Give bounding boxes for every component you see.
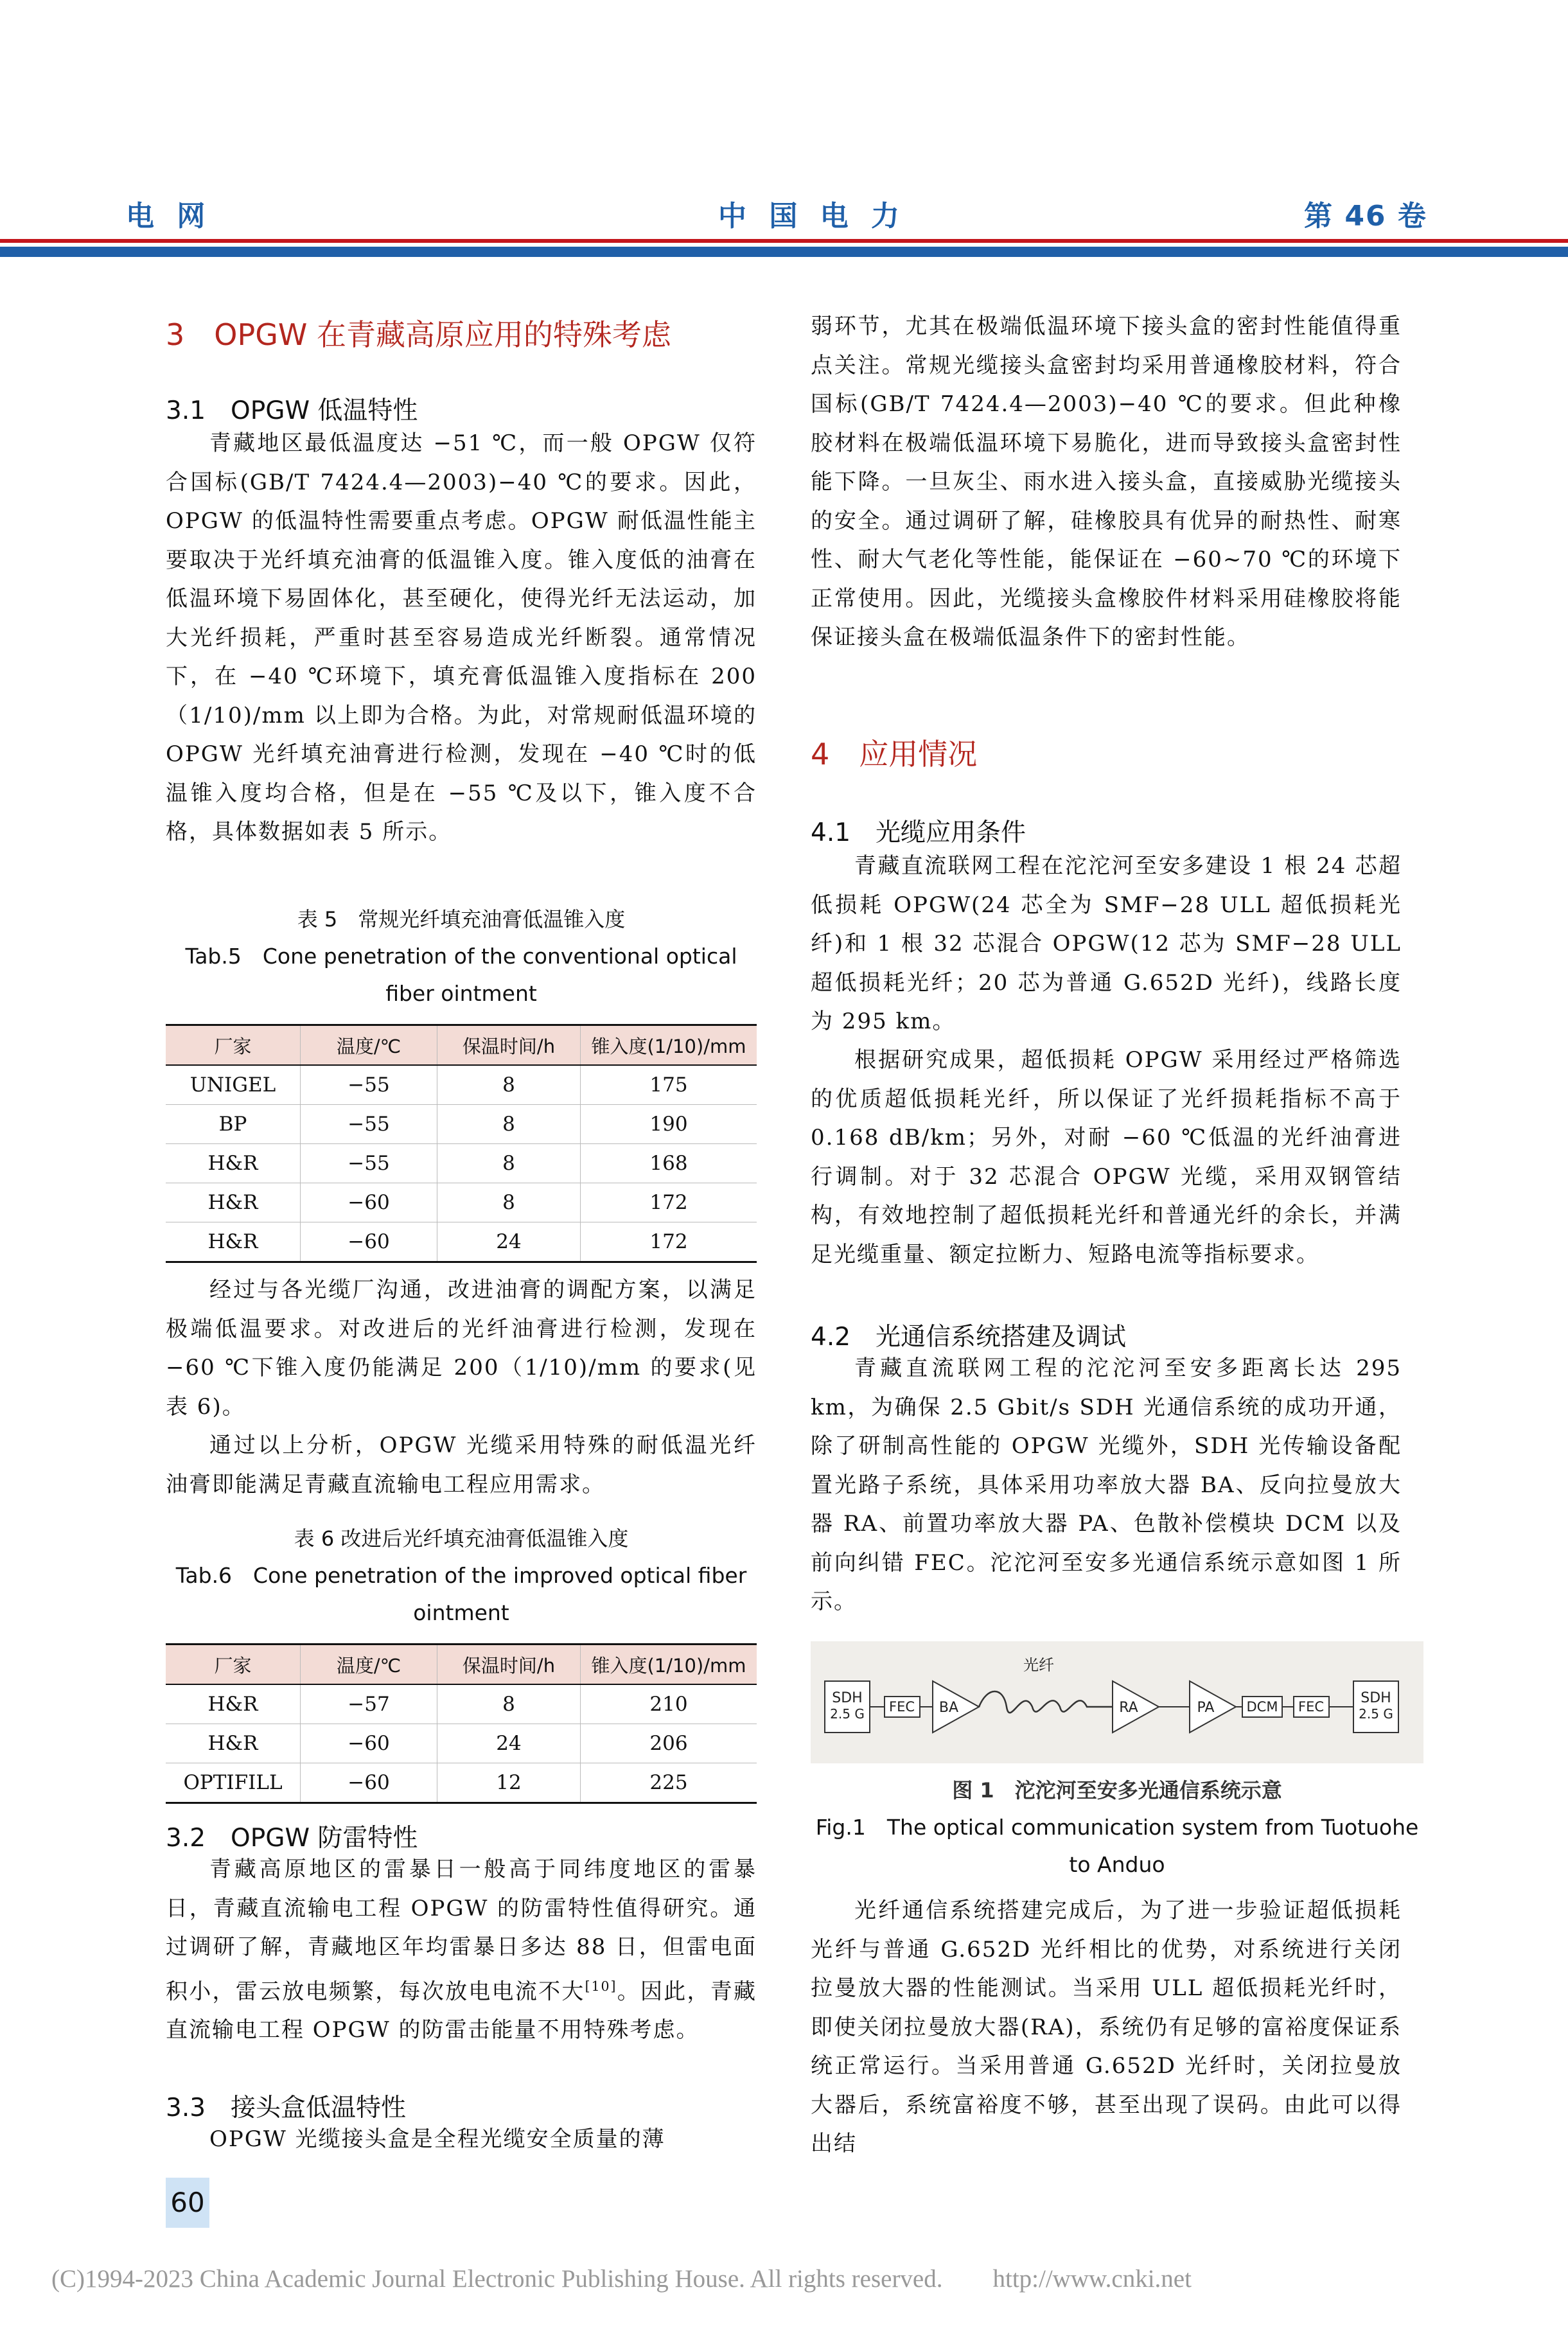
paragraph bbox=[166, 1850, 757, 2050]
table-cell: H&R bbox=[166, 1183, 301, 1222]
copyright-footer: (C)1994-2023 China Academic Journal Electronic Publishing House. All rights reserved. http://www.cnki.net bbox=[51, 2265, 1192, 2293]
section-3-title: 3 OPGW 在青藏高原应用的特殊考虑 bbox=[166, 317, 671, 352]
dcm-label: DCM bbox=[1246, 1699, 1278, 1715]
column-header: 保温时间/h bbox=[437, 1025, 581, 1066]
table-cell: −60 bbox=[301, 1724, 437, 1763]
section-3-2-title: 3.2 OPGW 防雷特性 bbox=[166, 1824, 418, 1853]
table-cell: 172 bbox=[581, 1183, 757, 1222]
table-cell: 172 bbox=[581, 1222, 757, 1262]
section-3-3-title: 3.3 接头盒低温特性 bbox=[166, 2094, 407, 2122]
table-cell: 175 bbox=[581, 1065, 757, 1105]
figure-1 bbox=[811, 1641, 1423, 1763]
sdh-left-label: SDH bbox=[832, 1690, 863, 1706]
fiber-label: 光纤 bbox=[1023, 1656, 1054, 1674]
table-cell: 206 bbox=[581, 1724, 757, 1763]
table-row bbox=[166, 1684, 757, 1724]
sdh-right-rate: 2.5 G bbox=[1359, 1706, 1393, 1722]
table-cell: −60 bbox=[301, 1763, 437, 1803]
fec-left-label: FEC bbox=[888, 1699, 915, 1715]
paragraph-text: 青藏高原地区的雷暴日一般高于同纬度地区的雷暴日，青藏直流输电工程 OPGW 的防雷特性值得研究。通过调研了解，青藏地区年均雷暴日多达 88 日，但雷电面积小，雷云放电频繁，每次放电电流不大 bbox=[166, 1856, 757, 2004]
column-header: 保温时间/h bbox=[437, 1645, 581, 1685]
paragraph: 弱环节，尤其在极端低温环境下接头盒的密封性能值得重点关注。常规光缆接头盒密封均采用普通橡胶材料，符合国标(GB/T 7424.4—2003)−40 ℃的要求。但此种橡胶材料在极端低温环境下易脆化，进而导致接头盒密封性能下降。一旦灰尘、雨水进入接头盒，直接威胁光缆接头的安全。通过调研了解，硅橡胶具有优异的耐热性、耐寒性、耐大气老化等性能，能保证在 −60~70 ℃的环境下正常使用。因此，光缆接头盒橡胶件材料采用硅橡胶将能保证接头盒在极端低温条件下的密封性能。 bbox=[811, 313, 1402, 650]
paragraph: 经过与各光缆厂沟通，改进油膏的调配方案，以满足极端低温要求。对改进后的光纤油膏进行检测，发现在 −60 ℃下锥入度仍能满足 200（1/10)/mm 的要求(见表 6)。 bbox=[166, 1277, 757, 1420]
table-cell: 8 bbox=[437, 1144, 581, 1183]
column-header: 厂家 bbox=[166, 1025, 301, 1066]
column-header: 锥入度(1/10)/mm bbox=[581, 1025, 757, 1066]
section-4-2-title: 4.2 光通信系统搭建及调试 bbox=[811, 1323, 1127, 1352]
table-cell: H&R bbox=[166, 1144, 301, 1183]
table-cell: −55 bbox=[301, 1144, 437, 1183]
header-rule-blue bbox=[0, 247, 1568, 257]
table-cell: −60 bbox=[301, 1183, 437, 1222]
optical-system-diagram bbox=[811, 1641, 1423, 1763]
table-cell: H&R bbox=[166, 1724, 301, 1763]
table-cell: 8 bbox=[437, 1065, 581, 1105]
table-cell: 190 bbox=[581, 1105, 757, 1144]
citation-ref: [10] bbox=[585, 1978, 617, 1994]
table-cell: H&R bbox=[166, 1222, 301, 1262]
table-5 bbox=[166, 1024, 757, 1263]
table-row bbox=[166, 1183, 757, 1222]
table-cell: 8 bbox=[437, 1684, 581, 1724]
column-header: 锥入度(1/10)/mm bbox=[581, 1645, 757, 1685]
column-header: 温度/℃ bbox=[301, 1645, 437, 1685]
ba-label: BA bbox=[938, 1700, 959, 1716]
table-6-caption-cn: 表 6 改进后光纤填充油膏低温锥入度 bbox=[294, 1526, 629, 1551]
fec-right-label: FEC bbox=[1298, 1699, 1325, 1715]
table-cell: −55 bbox=[301, 1105, 437, 1144]
running-head-left: 电 网 bbox=[126, 200, 212, 233]
table-row bbox=[166, 1105, 757, 1144]
table-6 bbox=[166, 1643, 757, 1804]
paragraph: 通过以上分析，OPGW 光缆采用特殊的耐低温光纤油膏即能满足青藏直流输电工程应用需求。 bbox=[166, 1433, 757, 1497]
table-cell: −57 bbox=[301, 1684, 437, 1724]
paragraph-text: 。因此，青藏直流输电工程 OPGW 的防雷击能量不用特殊考虑。 bbox=[166, 1978, 757, 2043]
column-header: 厂家 bbox=[166, 1645, 301, 1685]
paragraph: 青藏地区最低温度达 −51 ℃，而一般 OPGW 仅符合国标(GB/T 7424.4—2003)−40 ℃的要求。因此，OPGW 的低温特性需要重点考虑。OPGW 耐低温性能主要取决于光纤填充油膏的低温锥入度。锥入度低的油膏在低温环境下易固体化，甚至硬化，使得光纤无法运动，加大光纤损耗，严重时甚至容易造成光纤断裂。通常情况下，在 −40 ℃环境下，填充膏低温锥入度指标在 200（1/10)/mm 以上即为合格。为此，对常规耐低温环境的 OPGW 光纤填充油膏进行检测，发现在 −40 ℃时的低温锥入度均合格，但是在 −55 ℃及以下，锥入度不合格，具体数据如表 5 所示。 bbox=[166, 430, 757, 845]
table-header-row bbox=[166, 1645, 757, 1685]
table-row bbox=[166, 1144, 757, 1183]
table-cell: 8 bbox=[437, 1105, 581, 1144]
paragraph: 青藏直流联网工程的沱沱河至安多距离长达 295 km，为确保 2.5 Gbit/s SDH 光通信系统的成功开通，除了研制高性能的 OPGW 光缆外，SDH 光传输设备配置光路子系统，具体采用功率放大器 BA、反向拉曼放大器 RA、前置功率放大器 PA、色散补偿模块 DCM 以及前向纠错 FEC。沱沱河至安多光通信系统示意如图 1 所示。 bbox=[811, 1355, 1402, 1614]
section-4-1-title: 4.1 光缆应用条件 bbox=[811, 818, 1026, 847]
table-header-row bbox=[166, 1025, 757, 1066]
journal-title: 中 国 电 力 bbox=[718, 200, 906, 233]
section-3-1-title: 3.1 OPGW 低温特性 bbox=[166, 396, 418, 425]
paragraph: 根据研究成果，超低损耗 OPGW 采用经过严格筛选的优质超低损耗光纤，所以保证了光纤损耗指标不高于 0.168 dB/km；另外，对耐 −60 ℃低温的光纤油膏进行调制。对于 32 芯混合 OPGW 光缆，采用双钢管结构，有效地控制了超低损耗光纤和普通光纤的余长，并满足光缆重量、额定拉断力、短路电流等指标要求。 bbox=[811, 1047, 1402, 1267]
paragraph: OPGW 光缆接头盒是全程光缆安全质量的薄 bbox=[209, 2126, 665, 2152]
table-cell: −55 bbox=[301, 1065, 437, 1105]
table-row bbox=[166, 1222, 757, 1262]
table-row bbox=[166, 1065, 757, 1105]
table-5-caption-cn: 表 5 常规光纤填充油膏低温锥入度 bbox=[297, 907, 626, 931]
table-cell: 8 bbox=[437, 1183, 581, 1222]
paragraph: 青藏直流联网工程在沱沱河至安多建设 1 根 24 芯超低损耗 OPGW(24 芯全为 SMF−28 ULL 超低损耗光纤)和 1 根 32 芯混合 OPGW(12 芯为 SMF−28 ULL 超低损耗光纤；20 芯为普通 G.652D 光纤)，线路长度为 295 km。 bbox=[811, 853, 1402, 1034]
page-number: 60 bbox=[166, 2178, 209, 2228]
table-cell: OPTIFILL bbox=[166, 1763, 301, 1803]
table-cell: 12 bbox=[437, 1763, 581, 1803]
pa-label: PA bbox=[1197, 1700, 1215, 1716]
table-cell: −60 bbox=[301, 1222, 437, 1262]
header-rule-red bbox=[0, 239, 1568, 243]
table-row bbox=[166, 1724, 757, 1763]
table-row bbox=[166, 1763, 757, 1803]
paragraph: 光纤通信系统搭建完成后，为了进一步验证超低损耗光纤与普通 G.652D 光纤相比的优势，对系统进行关闭拉曼放大器的性能测试。当采用 ULL 超低损耗光纤时，即使关闭拉曼放大器(RA)，系统仍有足够的富裕度保证系统正常运行。当采用普通 G.652D 光纤时，关闭拉曼放大器后，系统富裕度不够，甚至出现了误码。由此可以得出结 bbox=[811, 1898, 1402, 2156]
figure-1-caption-en: Fig.1 The optical communication system from Tuotuohe to Anduo bbox=[815, 1815, 1419, 1877]
sdh-left-rate: 2.5 G bbox=[830, 1706, 865, 1722]
section-4-title: 4 应用情况 bbox=[811, 737, 978, 772]
column-header: 温度/℃ bbox=[301, 1025, 437, 1066]
figure-1-caption-cn: 图 1 沱沱河至安多光通信系统示意 bbox=[952, 1778, 1282, 1803]
ra-label: RA bbox=[1119, 1700, 1138, 1716]
table-cell: 24 bbox=[437, 1724, 581, 1763]
table-cell: 24 bbox=[437, 1222, 581, 1262]
table-cell: UNIGEL bbox=[166, 1065, 301, 1105]
table-cell: BP bbox=[166, 1105, 301, 1144]
volume-label: 第 46 卷 bbox=[1304, 200, 1427, 233]
table-6-caption-en: Tab.6 Cone penetration of the improved optical fiber ointment bbox=[175, 1563, 747, 1625]
table-5-caption-en: Tab.5 Cone penetration of the conventional optical fiber ointment bbox=[185, 944, 737, 1006]
table-cell: 168 bbox=[581, 1144, 757, 1183]
fiber-coil bbox=[979, 1691, 1113, 1713]
table-cell: 225 bbox=[581, 1763, 757, 1803]
sdh-right-label: SDH bbox=[1361, 1690, 1391, 1706]
table-cell: H&R bbox=[166, 1684, 301, 1724]
table-cell: 210 bbox=[581, 1684, 757, 1724]
